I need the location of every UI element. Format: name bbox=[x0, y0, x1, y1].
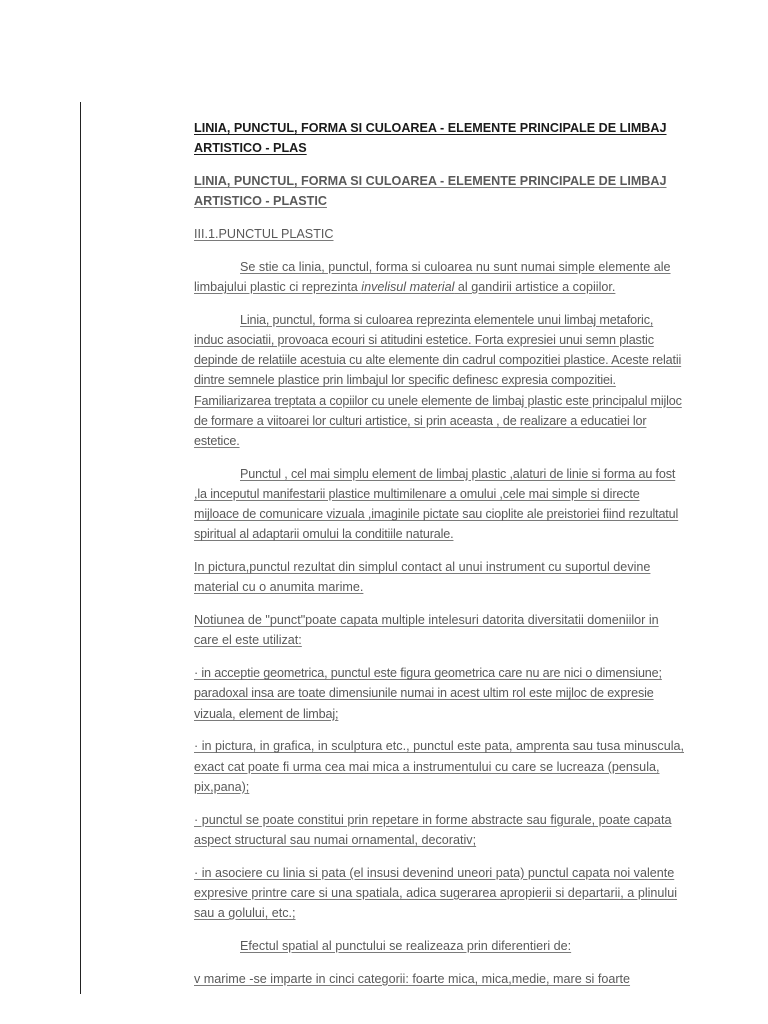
bullet-geometric: · in acceptie geometrica, punctul este figura geometrica care nu are nici o dimensiune; paradoxal insa are toate dimensiunile numai in acest ultim rol este mijloc de expresie vizuala, element de limbaj; bbox=[194, 666, 662, 721]
paragraph-point-history: Punctul , cel mai simplu element de limbaj plastic ,alaturi de linie si forma au fost ,la inceputul manifestarii plastice multimilenare a omului ,cele mai simple si directe mijloace de comunicare vizuala ,imaginile pictate sau cioplite ale preistoriei fiind rezultatul spiritual al adaptarii omului la conditiile naturale. bbox=[194, 466, 679, 542]
document-body bbox=[194, 118, 684, 1001]
paragraph-intro-italic: invelisul material bbox=[361, 280, 455, 294]
bullet-association: · in asociere cu linia si pata (el insusi devenind uneori pata) punctul capata noi valente expresive printre care si una spatiala, adica sugerarea apropierii si departarii, a plinului sau a golului, etc.; bbox=[194, 865, 678, 921]
document-subtitle: LINIA, PUNCTUL, FORMA SI CULOAREA - ELEMENTE PRINCIPALE DE LIMBAJ ARTISTICO - PLASTIC bbox=[194, 174, 667, 209]
paragraph-intro bbox=[194, 257, 684, 297]
paragraph-painting: In pictura,punctul rezultat din simplul contact al unui instrument cu suportul devine material cu o anumita marime. bbox=[194, 560, 651, 595]
page-margin-line bbox=[80, 102, 81, 994]
paragraph-size: v marime -se imparte in cinci categorii: foarte mica, mica,medie, mare si foarte bbox=[194, 971, 631, 986]
paragraph-intro-text-2: al gandirii artistice a copiilor. bbox=[454, 280, 616, 294]
bullet-painting: · in pictura, in grafica, in sculptura etc., punctul este pata, amprenta sau tusa minuscula, exact cat poate fi urma cea mai mica a instrumentului cu care se lucreaza (pensula, pix,pana); bbox=[194, 739, 685, 794]
paragraph-spatial-effect: Efectul spatial al punctului se realizeaza prin diferentieri de: bbox=[240, 938, 572, 953]
section-heading: III.1.PUNCTUL PLASTIC bbox=[194, 227, 334, 241]
document-title: LINIA, PUNCTUL, FORMA SI CULOAREA - ELEMENTE PRINCIPALE DE LIMBAJ ARTISTICO - PLAS bbox=[194, 121, 667, 156]
paragraph-intro-text-1: Se stie ca linia, punctul, forma si culoarea nu sunt numai simple elemente ale limbajului plastic ci reprezinta bbox=[194, 259, 671, 294]
paragraph-notion: Notiunea de "punct"poate capata multiple intelesuri datorita diversitatii domeniilor in care el este utilizat: bbox=[194, 613, 659, 648]
paragraph-elements: Linia, punctul, forma si culoarea reprezinta elementele unui limbaj metaforic, induc asociatii, provoaca ecouri si atitudini estetice. Forta expresiei unui semn plastic depinde de relatiile acestuia cu alte elemente din cadrul compozitiei plastice. Aceste relatii dintre semnele plastice prin limbajul lor specific definesc expresia compozitiei. Familiarizarea treptata a copiilor cu unele elemente de limbaj plastic este principalul mijloc de formare a viitoarei lor culturi artistice, si prin aceasta , de realizare a educatiei lor estetice. bbox=[194, 312, 682, 449]
bullet-repetition: · punctul se poate constitui prin repetare in forme abstracte sau figurale, poate capata aspect structural sau numai ornamental, decorativ; bbox=[194, 812, 672, 847]
